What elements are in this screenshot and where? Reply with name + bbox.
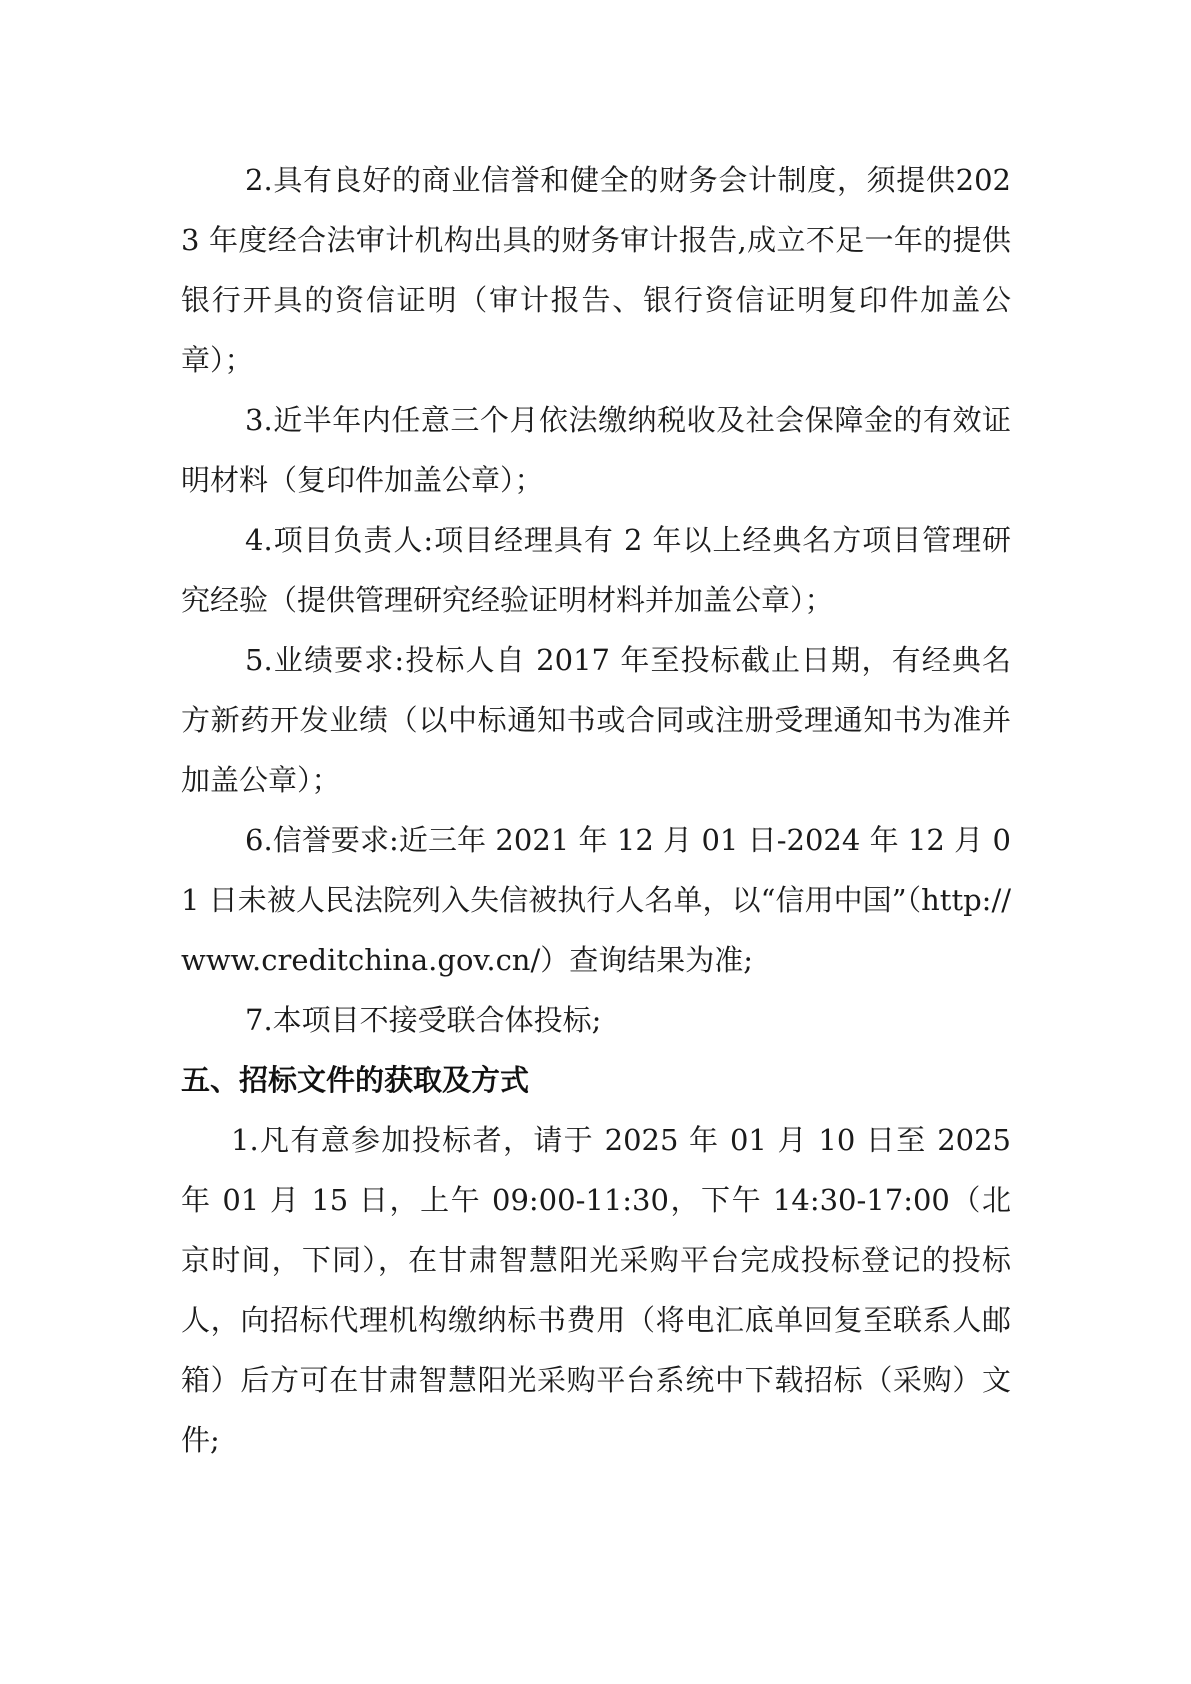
paragraph-requirement-7: 7.本项目不接受联合体投标; (245, 1003, 602, 1037)
paragraph-requirement-5: 5.业绩要求:投标人自 2017 年至投标截止日期，有经典名方新药开发业绩（以中标通知书或合同或注册受理通知书为准并加盖公章）； (181, 643, 1011, 797)
paragraph-requirement-2: 2.具有良好的商业信誉和健全的财务会计制度，须提供2023 年度经合法审计机构出具的财务审计报告,成立不足一年的提供银行开具的资信证明（审计报告、银行资信证明复印件加盖公章）； (181, 163, 1011, 377)
document-body (181, 150, 1011, 1470)
paragraph-requirement-4: 4.项目负责人:项目经理具有 2 年以上经典名方项目管理研究经验（提供管理研究经验证明材料并加盖公章）； (181, 523, 1011, 617)
paragraph-requirement-6: 6.信誉要求:近三年 2021 年 12 月 01 日-2024 年 12 月 01 日未被人民法院列入失信被执行人名单，以“信用中国”（http://www.creditchina.gov.cn/）查询结果为准; (181, 823, 1011, 977)
paragraph-requirement-3: 3.近半年内任意三个月依法缴纳税收及社会保障金的有效证明材料（复印件加盖公章）； (181, 403, 1011, 497)
paragraph-acquisition-1: 1.凡有意参加投标者，请于 2025 年 01 月 10 日至 2025 年 01 月 15 日，上午 09:00-11:30，下午 14:30-17:00（北京时间，下同），在甘肃智慧阳光采购平台完成投标登记的投标人，向招标代理机构缴纳标书费用（将电汇底单回复至联系人邮箱）后方可在甘肃智慧阳光采购平台系统中下载招标（采购）文件; (181, 1123, 1011, 1457)
section-heading: 五、招标文件的获取及方式 (181, 1063, 530, 1097)
